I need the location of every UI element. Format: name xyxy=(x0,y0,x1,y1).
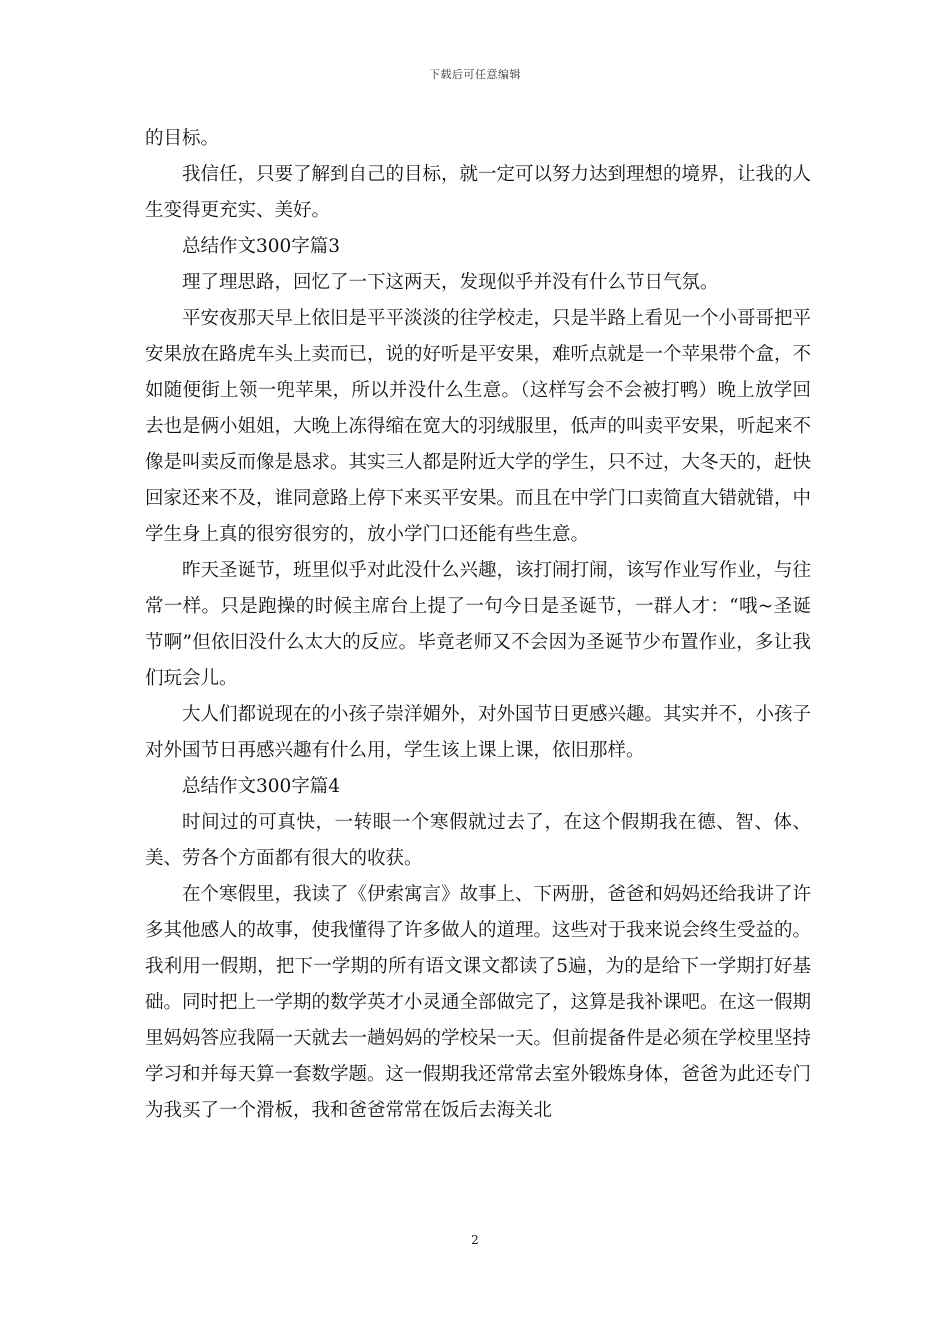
paragraph-2: 我信任，只要了解到自己的目标，就一定可以努力达到理想的境界，让我的人生变得更充实、美好。 xyxy=(145,164,812,221)
paragraph-9: 时间过的可真快，一转眼一个寒假就过去了，在这个假期我在德、智、体、美、劳各个方面都有很大的收获。 xyxy=(145,812,811,869)
paragraph-10: 在个寒假里，我读了《伊索寓言》故事上、下两册，爸爸和妈妈还给我讲了许多其他感人的故事，使我懂得了许多做人的道理。这些对于我来说会终生受益的。我利用一假期，把下一学期的所有语文课文都读了5遍，为的是给下一学期打好基础。同时把上一学期的数学英才小灵通全部做完了，这算是我补课吧。在这一假期里妈妈答应我隔一天就去一趟妈妈的学校呆一天。但前提备件是必须在学校里坚持学习和并每天算一套数学题。这一假期我还常常去室外锻炼身体，爸爸为此还专门为我买了一个滑板，我和爸爸常常在饭后去海关北 xyxy=(145,884,812,1121)
paragraph-1: 的目标。 xyxy=(145,128,220,149)
page-header: 下载后可任意编辑 xyxy=(429,68,521,81)
section-heading-4: 总结作文300字篇4 xyxy=(182,776,341,797)
paragraph-6: 昨天圣诞节，班里似乎对此没什么兴趣，该打闹打闹，该写作业写作业，与往常一样。只是跑操的时候主席台上提了一句今日是圣诞节，一群人才：“哦~圣诞节啊”但依旧没什么太大的反应。毕竟老师又不会因为圣诞节少布置作业，多让我们玩会儿。 xyxy=(145,560,812,689)
paragraph-7: 大人们都说现在的小孩子崇洋媚外，对外国节日更感兴趣。其实并不，小孩子对外国节日再感兴趣有什么用，学生该上课上课，依旧那样。 xyxy=(145,704,812,761)
section-heading-3: 总结作文300字篇3 xyxy=(182,236,341,257)
document-body xyxy=(145,121,811,1129)
paragraph-4: 理了理思路，回忆了一下这两天，发现似乎并没有什么节日气氛。 xyxy=(182,272,719,293)
page-number: 2 xyxy=(471,1233,479,1247)
paragraph-5: 平安夜那天早上依旧是平平淡淡的往学校走，只是半路上看见一个小哥哥把平安果放在路虎车头上卖而已，说的好听是平安果，难听点就是一个苹果带个盒，不如随便街上领一兜苹果，所以并没什么生意。（这样写会不会被打鸭）晚上放学回去也是俩小姐姐，大晚上冻得缩在宽大的羽绒服里，低声的叫卖平安果，听起来不像是叫卖反而像是恳求。其实三人都是附近大学的学生，只不过，大冬天的，赶快回家还来不及，谁同意路上停下来买平安果。而且在中学门口卖简直大错就错，中学生身上真的很穷很穷的，放小学门口还能有些生意。 xyxy=(145,308,812,545)
